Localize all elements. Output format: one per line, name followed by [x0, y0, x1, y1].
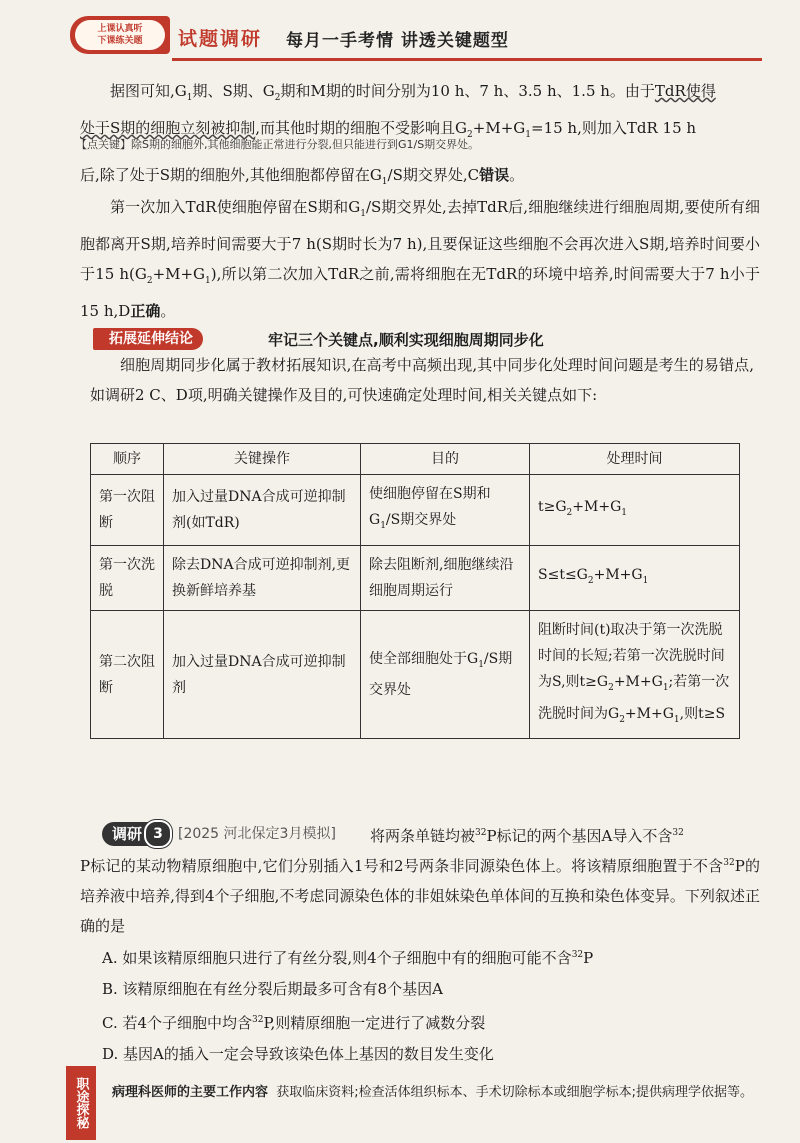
subscript: 2	[146, 276, 153, 286]
option-text: A. 如果该精原细胞只进行了有丝分裂,则4个子细胞中有的细胞可能不含	[102, 949, 572, 967]
text: P标记的两个基因A导入不含	[486, 827, 673, 845]
extension-title: 牢记三个关键点,顺利实现细胞周期同步化	[268, 331, 544, 349]
text: 使细胞停留在S期和G	[369, 486, 491, 528]
table-cell: 加入过量DNA合成可逆抑制剂(如TdR)	[164, 475, 361, 546]
question-number: 3	[144, 820, 172, 848]
subscript: 1	[360, 209, 366, 219]
subscript: 2	[566, 507, 573, 518]
table-header-cell: 目的	[361, 444, 530, 475]
text: 将两条单链均被	[370, 827, 476, 845]
table-row	[91, 545, 740, 610]
table-cell	[530, 545, 740, 610]
paragraph-3-text	[80, 192, 760, 326]
table-cell	[530, 610, 740, 739]
question-tag	[102, 821, 172, 847]
question-stem-text	[80, 848, 760, 941]
extension-tag: 拓展延伸结论	[93, 328, 203, 350]
table-cell: 除去DNA合成可逆抑制剂,更换新鲜培养基	[164, 545, 361, 610]
text: 后,除了处于S期的细胞外,其他细胞都停留在G	[80, 166, 382, 184]
question-label: 调研	[102, 822, 148, 846]
option-text: P	[583, 949, 594, 967]
footer-tag: 职途探秘	[66, 1066, 96, 1140]
subscript: 2	[619, 714, 625, 725]
subscript: 2	[587, 575, 594, 586]
bold-text: 正确	[130, 302, 161, 320]
superscript: 32	[475, 828, 487, 838]
text: P标记的某动物精原细胞中,它们分别插入1号和2号两条非同源染色体上。将该精原细胞置于不含	[80, 857, 724, 875]
superscript: 32	[571, 950, 584, 960]
table-header-cell: 关键操作	[164, 444, 361, 475]
text: 期和M期的时间分别为10 h、7 h、3.5 h、1.5 h。由于	[280, 82, 655, 100]
table-cell: 第一次洗脱	[91, 545, 164, 610]
question-stem-first-line	[370, 818, 760, 851]
text: =15 h,则加入TdR 15 h	[531, 119, 697, 137]
subscript: 1	[673, 714, 680, 725]
question-source: [2025 河北保定3月模拟]	[178, 826, 336, 842]
text: 。	[509, 166, 525, 184]
subscript: 1	[642, 575, 649, 586]
answer-options	[102, 940, 742, 1070]
option-text: P,则精原细胞一定进行了减数分裂	[263, 1014, 486, 1032]
table-cell: 加入过量DNA合成可逆抑制剂	[164, 610, 361, 739]
extension-text: 细胞周期同步化属于教材拓展知识,在高考中高频出现,其中同步化处理时间问题是考生的易错点,如调研2 C、D项,明确关键操作及目的,可快速确定处理时间,相关关键点如下:	[90, 356, 754, 404]
text: +M+G	[613, 673, 663, 690]
subscript: 1	[662, 682, 669, 693]
text: +M+G	[472, 119, 526, 137]
header-title: 试题调研	[178, 28, 263, 50]
question-stem-rest	[80, 848, 760, 941]
subscript: 1	[186, 93, 193, 103]
subscript: 1	[381, 177, 388, 187]
header-badge	[70, 16, 170, 54]
badge-line-1: 上课认真听	[97, 24, 143, 34]
footer-text	[112, 1080, 757, 1106]
text: 期、S期、G	[192, 82, 275, 100]
question-stem-text	[370, 818, 760, 851]
handwritten-note: 【点关键】除S期的细胞外,其他细胞能正常进行分裂,但只能进行到G1/S期交界处。	[76, 138, 480, 151]
text: 第一次加入TdR使细胞停留在S期和G	[110, 198, 361, 216]
text: 据图可知,G	[110, 82, 187, 100]
table-header-cell: 处理时间	[530, 444, 740, 475]
subscript: 1	[380, 520, 386, 531]
superscript: 32	[252, 1015, 264, 1025]
underlined-text: 处于S期的细胞立刻被抑制	[80, 119, 256, 137]
subscript: 1	[478, 659, 484, 670]
table-cell	[530, 475, 740, 546]
text: 使全部细胞处于G	[369, 650, 479, 667]
table-header-cell: 顺序	[91, 444, 164, 475]
footer-body: 获取临床资料;检查活体组织标本、手术切除标本或细胞学标本;提供病理学依据等。	[276, 1085, 754, 1100]
table-cell	[361, 610, 530, 739]
text: S≤t≤G	[538, 566, 588, 583]
text: ,而其他时期的细胞不受影响且G	[255, 119, 468, 137]
header-rule	[172, 58, 762, 61]
table-cell: 第二次阻断	[91, 610, 164, 739]
text: ,则t≥S	[679, 705, 726, 722]
text: /S期交界处	[385, 512, 457, 528]
synchronization-table	[90, 443, 740, 739]
paragraph-3	[80, 192, 760, 326]
subscript: 2	[467, 130, 473, 140]
table-cell: 除去阻断剂,细胞继续沿细胞周期运行	[361, 545, 530, 610]
text: /S期交界处,去掉TdR后,细胞继续进行细胞周期,要使所有细胞都离开S期,培养时间需要大于7 h(S期时长为7 h),且要保证这些细胞不会再次进入S期,培养时间要小于15 h(G	[80, 198, 760, 283]
option-text: C. 若4个子细胞中均含	[102, 1014, 253, 1032]
table-cell: 第一次阻断	[91, 475, 164, 546]
option-d[interactable]: D. 基因A的插入一定会导致该染色体上基因的数目发生变化	[102, 1045, 494, 1063]
page-header	[0, 0, 800, 70]
superscript: 32	[672, 828, 684, 838]
text: /S期交界处	[369, 650, 513, 699]
text: +M+G	[572, 499, 622, 515]
text: ;若第一次洗脱时间为G	[538, 673, 730, 722]
table-row	[91, 610, 740, 739]
underlined-text: TdR使得	[654, 82, 716, 100]
text: 。	[160, 302, 176, 320]
bold-text: 错误	[479, 166, 510, 184]
text: 阻断时间(t)取决于第一次洗脱时间的长短;若第一次洗脱时间为S,则t≥G	[538, 621, 725, 690]
header-subtitle: 每月一手考情 讲透关键题型	[286, 31, 509, 51]
footer-head: 病理科医师的主要工作内容	[112, 1085, 269, 1100]
option-a[interactable]	[102, 940, 742, 974]
subscript: 1	[205, 276, 211, 286]
subscript: 2	[608, 682, 614, 693]
text: /S期交界处,C	[387, 166, 480, 184]
text: t≥G	[538, 499, 567, 515]
table-header-row	[91, 444, 740, 475]
text: +M+G	[593, 566, 643, 583]
text: +M+G	[624, 705, 674, 722]
subscript: 2	[274, 93, 281, 103]
superscript: 32	[723, 858, 735, 868]
subscript: 1	[621, 507, 627, 518]
subscript: 1	[525, 130, 531, 140]
text: +M+G	[152, 265, 206, 283]
header-badge-inner	[75, 20, 165, 50]
badge-line-2: 下课练关题	[97, 36, 143, 46]
text: P的培养液中培养,得到4个子细胞,不考虑同源染色体的非姐妹染色单体间的互换和染色体变异。下列叙述正确的是	[80, 857, 761, 935]
table-row	[91, 475, 740, 546]
option-c[interactable]	[102, 1005, 742, 1039]
text: ),所以第二次加入TdR之前,需将细胞在无TdR的环境中培养,时间需要大于7 h小于15 h,D	[80, 265, 760, 320]
option-b[interactable]: B. 该精原细胞在有丝分裂后期最多可含有8个基因A	[102, 980, 443, 998]
table-cell	[361, 475, 530, 546]
extension-paragraph	[90, 350, 754, 410]
